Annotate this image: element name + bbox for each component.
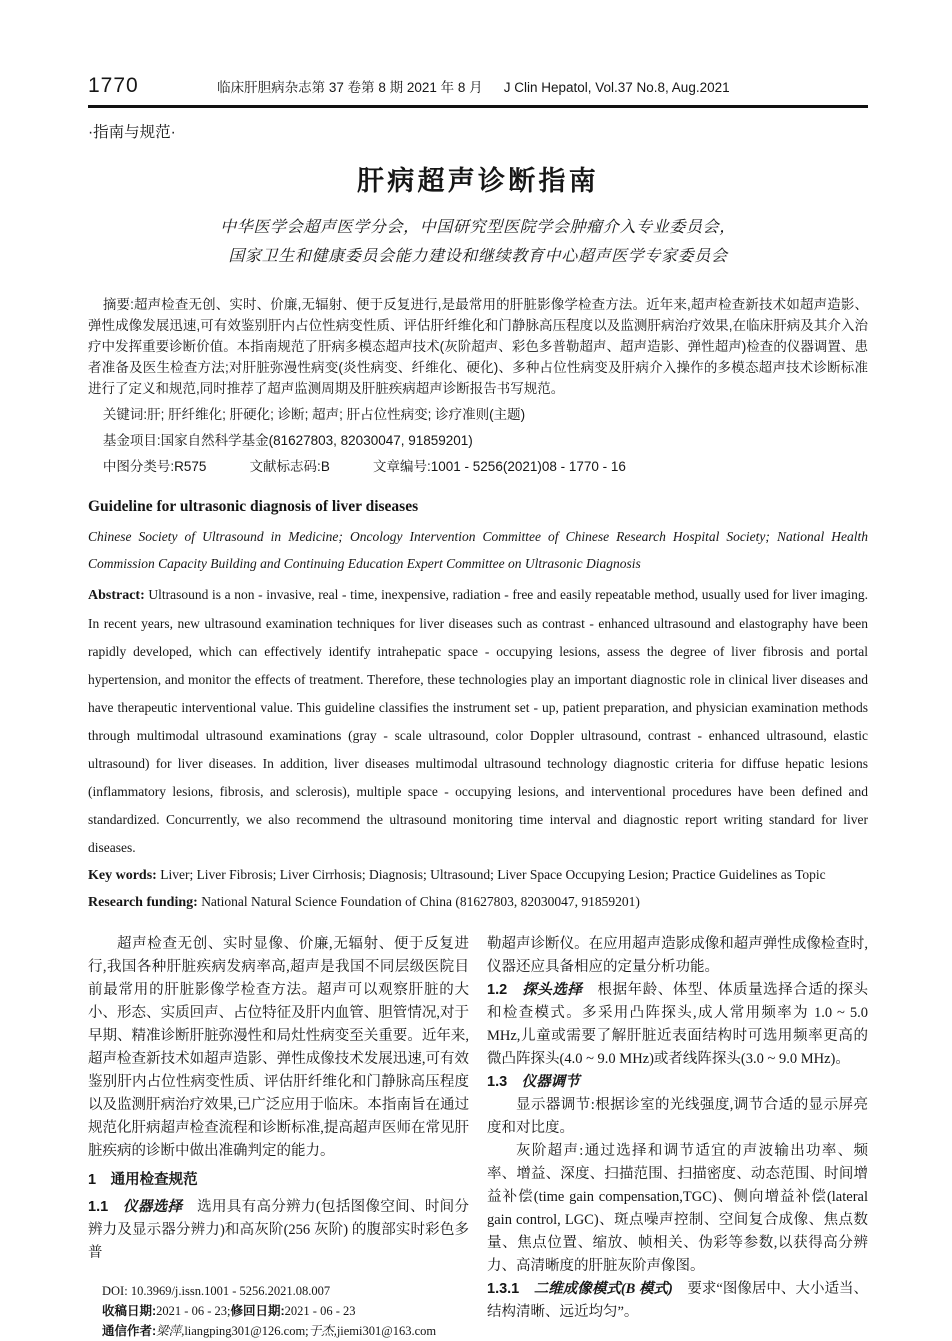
section-1-2-title: 探头选择 [521,982,583,998]
intro-paragraph: 超声检查无创、实时显像、价廉,无辐射、便于反复进行,我国各种肝脏疾病发病率高,超声是我国不同层级医院目前最常用的肝脏影像学检查方法。超声可以观察肝脏的大小、形态、实质回声、占位特征及肝内血管、胆管情况,对于早期、精准诊断肝脏弥漫性和局灶性病变至关重要。近年来,超声检查新技术如超声造影、弹性成像技术发展迅速,可有效鉴别肝内占位性病变性质、评估肝纤维化和门静脉高压程度以及监测肝病治疗效果,已广泛应用于临床。本指南旨在通过规范化肝病超声检查流程和诊断标准,提高超声医师在常见肝脏疾病的诊断中做出准确判定的能力。 [88,936,469,1159]
english-block [88,498,868,916]
classification-row [88,456,868,477]
received-label: 收稿日期: [102,1304,157,1318]
authors-en: Chinese Society of Ultrasound in Medicine; Oncology Intervention Committee of Chinese Research Hospital Society; National Health Commission Capacity Building and Continuing Education Expert Committee on Ultrasonic Diagnosis [88,529,868,571]
corresponding-label: 通信作者: [102,1324,157,1338]
keywords-cn [88,404,868,425]
funding-en-label: Research funding: [88,895,198,910]
article-number: 文章编号:1001 - 5256(2021)08 - 1770 - 16 [373,459,626,474]
keywords-en-label: Key words: [88,868,157,883]
article-title-en: Guideline for ultrasonic diagnosis of liver diseases [88,498,419,515]
abstract-en [88,581,868,862]
section-marker: ·指南与规范· [88,124,176,141]
keywords-cn-label: 关键词: [102,407,148,422]
section-1-1-title: 仪器选择 [122,1199,183,1215]
doi-line: DOI: 10.3969/j.issn.1001 - 5256.2021.08.007 [102,1284,331,1298]
section-1-3-1-number: 1.3.1 [487,1281,520,1297]
funding-cn-text: 国家自然科学基金(81627803, 82030047, 91859201) [160,433,473,448]
revised-date: 2021 - 06 - 23 [284,1304,356,1318]
section-1-2-paragraph [487,979,868,1071]
gray-scale-paragraph: 灰阶超声:通过选择和调节适宜的声波输出功率、频率、增益、深度、扫描范围、扫描密度、动态范围、时间增益补偿(time gain compensation,TGC)、侧向增益补偿(lateral gain control, LGC)、斑点噪声控制、空间复合成像、焦点数量、焦点位置、缩放、帧相关、伪彩等参数,以获得高分辨力、高清晰度的肝脏灰阶声像图。 [487,1143,868,1274]
page-number: 1770 [88,74,139,97]
section-1-3-1-title: 二维成像模式(B 模式) [533,1281,673,1297]
continued-paragraph: 勒超声诊断仪。在应用超声造影成像和超声弹性成像检查时,仪器还应具备相应的定量分析功能。 [487,936,868,975]
corresponding-email-1: ,liangping301@126.com; [181,1324,309,1338]
abstract-en-label: Abstract: [88,588,145,603]
document-code: 文献标志码:B [249,459,330,474]
section-1-3-title: 仪器调节 [521,1074,580,1090]
funding-en [88,889,868,916]
received-date: 2021 - 06 - 23; [156,1304,231,1318]
funding-en-text: National Natural Science Foundation of China (81627803, 82030047, 91859201) [201,894,640,909]
abstract-cn-label: 摘要: [102,297,134,312]
section-1-2-number: 1.2 [487,982,508,998]
article-title: 肝病超声诊断指南 [357,166,599,196]
journal-info [139,76,868,96]
footnote-block [88,1281,469,1341]
section-1-1-number: 1.1 [88,1199,109,1215]
keywords-en [88,862,868,889]
section-1-heading: 1 通用检查规范 [88,1172,198,1188]
section-1-3-number: 1.3 [487,1074,508,1090]
corresponding-email-2: ,jiemi301@163.com [333,1324,437,1338]
journal-title-en: J Clin Hepatol, Vol.37 No.8, Aug.2021 [503,80,730,95]
journal-title-cn: 临床肝胆病杂志第 37 卷第 8 期 2021 年 8 月 [217,80,483,95]
chinese-abstract-block [88,294,868,477]
authors-line-1: 中华医学会超声医学分会，中国研究型医院学会肿瘤介入专业委员会， [220,219,736,236]
dates-line [102,1301,469,1321]
author-affiliations [88,213,868,271]
clc-number: 中图分类号:R575 [102,459,207,474]
monitor-adjust-paragraph: 显示器调节:根据诊室的光线强度,调节合适的显示屏亮度和对比度。 [487,1097,868,1136]
corresponding-name-1: 梁萍 [156,1324,182,1338]
running-head [88,0,868,98]
abstract-cn [88,294,868,399]
section-1-3-1-paragraph [487,1278,868,1324]
abstract-cn-text: 超声检查无创、实时、价廉,无辐射、便于反复进行,是最常用的肝脏影像学检查方法。近年来,超声检查新技术如超声造影、弹性成像发展迅速,可有效鉴别肝内占位性病变性质、评估肝纤维化和门静脉高压程度以及监测肝病治疗效果,在临床肝病及其介入治疗中发挥重要诊断价值。本指南规范了肝病多模态超声技术(灰阶超声、彩色多普勒超声、超声造影、弹性超声)检查的仪器调置、患者准备及医生检查方法;对肝脏弥漫性病变(炎性病变、纤维化、硬化)、多种占位性病变及肝病介入操作的多模态超声技术诊断标准进行了定义和规范,同时推荐了超声监测周期及肝脏疾病超声诊断报告书写规范。 [88,297,868,396]
section-1-1-text: 选用具有高分辨力(包括图像空间、时间分辨力及显示器分辨力)和高灰阶(256 灰阶) 的腹部实时彩色多普 [88,1199,470,1261]
corresponding-author-line [102,1321,469,1341]
funding-cn [88,430,868,451]
section-1-2-text: 根据年龄、体型、体质量选择合适的探头和检查模式。多采用凸阵探头,成人常用频率为 1.0 ~ 5.0 MHz,儿童或需要了解肝脏近表面结构时可选用频率更高的微凸阵探头(4.0 ~ 9.0 MHz)或者线阵探头(3.0 ~ 9.0 MHz)。 [487,982,869,1067]
funding-cn-label: 基金项目: [102,433,161,448]
section-1-3-1-text: 要求“图像居中、大小适当、结构清晰、远近均匀”。 [487,1281,868,1320]
revised-label: 修回日期: [230,1304,285,1318]
keywords-en-text: Liver; Liver Fibrosis; Liver Cirrhosis; Diagnosis; Ultrasound; Liver Space Occupying Lesion; Practice Guidelines as Topic [160,867,826,882]
keywords-cn-text: 肝; 肝纤维化; 肝硬化; 诊断; 超声; 肝占位性病变; 诊疗准则(主题) [147,407,526,422]
abstract-en-text: Ultrasound is a non - invasive, real - time, inexpensive, radiation - free and easily repeatable method, usually used for liver imaging. In recent years, new ultrasound examination techniques for liver diseases such as contrast - enhanced ultrasound and elastography have been rapidly developed, which can effectively identify intrahepatic space - occupying lesions, assess the degree of liver fibrosis and portal hypertension, and monitor the effects of treatment. Therefore, these technologies play an important diagnostic role in clinical liver diseases and have therapeutic interventional value. This guideline classifies the instrument set - up, patient preparation, and physician examination methods through multimodal ultrasound examinations (gray - scale ultrasound, color Doppler ultrasound, contrast - enhanced ultrasound, elastic ultrasound) for liver diseases. In addition, liver diseases multimodal ultrasound technology diagnostic criteria for diffuse hepatic lesions (inflammatory lesions, fibrosis, and sclerosis), multiple space - occupying lesions, and interventional procedures have been defined and standardized. Concurrently, we also recommend the ultrasound monitoring time interval and diagnostic report writing standard for liver diseases. [88,587,869,855]
header-rule [88,105,868,108]
section-1-3-heading [487,1071,868,1094]
corresponding-name-2: 于杰 [308,1324,334,1338]
authors-line-2: 国家卫生和健康委员会能力建设和继续教育中心超声医学专家委员会 [228,248,728,265]
section-1-1-paragraph [88,1196,469,1265]
